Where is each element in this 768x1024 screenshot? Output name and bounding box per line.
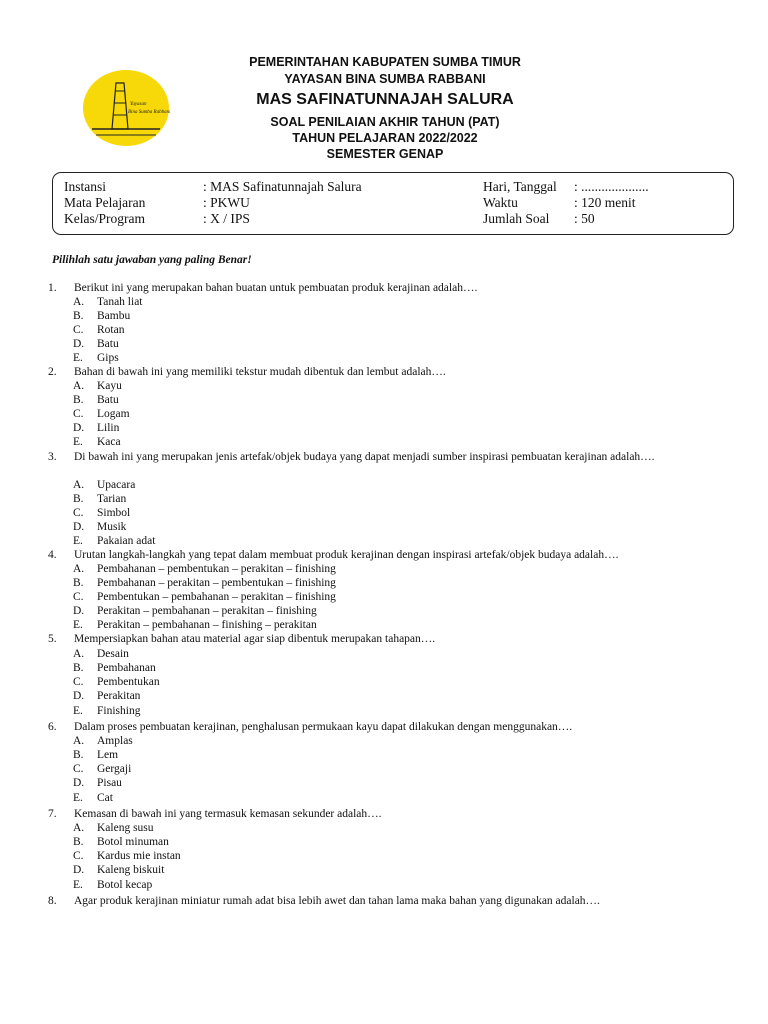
option-label: D. [73, 690, 85, 702]
option-label: D. [73, 777, 85, 789]
option-label: B. [73, 394, 84, 406]
exam-info-box [52, 172, 734, 235]
option-label: B. [73, 577, 84, 589]
option-label: E. [73, 792, 83, 804]
question-number: 5. [48, 633, 57, 645]
option-text: Kardus mie instan [97, 850, 181, 862]
option-label: E. [73, 705, 83, 717]
instansi-value: : MAS Safinatunnajah Salura [203, 179, 362, 194]
hari-label: Hari, Tanggal [483, 179, 557, 194]
option-label: A. [73, 380, 85, 392]
instruction: Pilihlah satu jawaban yang paling Benar! [52, 254, 252, 266]
option-label: B. [73, 662, 84, 674]
option-label: C. [73, 324, 84, 336]
mapel-value: : PKWU [203, 195, 250, 210]
option-text: Kaca [97, 436, 121, 448]
option-label: A. [73, 648, 85, 660]
question-text: Agar produk kerajinan miniatur rumah adat bisa lebih awet dan tahan lama maka bahan yang digunakan adalah…. [74, 895, 600, 907]
waktu-value: : 120 menit [574, 195, 636, 210]
option-label: A. [73, 563, 85, 575]
logo-text-line2: Bina Sumba Rabbani [128, 110, 170, 115]
question-text: Dalam proses pembuatan kerajinan, penghalusan permukaan kayu dapat dilakukan dengan menggunakan…. [74, 721, 573, 733]
option-label: C. [73, 591, 84, 603]
mapel-label: Mata Pelajaran [64, 195, 146, 210]
option-label: D. [73, 864, 85, 876]
option-label: E. [73, 436, 83, 448]
option-text: Desain [97, 648, 129, 660]
option-text: Gips [97, 352, 119, 364]
header-government: PEMERINTAHAN KABUPATEN SUMBA TIMUR [249, 55, 521, 69]
option-text: Rotan [97, 324, 125, 336]
option-text: Batu [97, 394, 119, 406]
option-text: Kayu [97, 380, 122, 392]
option-label: D. [73, 422, 85, 434]
logo-text-line1: Yayasan [130, 102, 147, 107]
option-text: Cat [97, 792, 113, 804]
option-label: D. [73, 605, 85, 617]
option-text: Pembahanan [97, 662, 156, 674]
header-semester: SEMESTER GENAP [326, 147, 444, 161]
kelas-value: : X / IPS [203, 211, 250, 226]
question-text: Di bawah ini yang merupakan jenis artefak/objek budaya yang dapat menjadi sumber inspirasi pembuatan kerajinan adalah…. [74, 451, 655, 463]
option-text: Pembentukan – pembahanan – perakitan – finishing [97, 591, 336, 603]
option-text: Musik [97, 521, 127, 533]
option-text: Tarian [97, 493, 127, 505]
header-exam-title: SOAL PENILAIAN AKHIR TAHUN (PAT) [270, 115, 500, 129]
question-text: Berikut ini yang merupakan bahan buatan untuk pembuatan produk kerajinan adalah…. [74, 282, 478, 294]
option-text: Botol minuman [97, 836, 169, 848]
option-text: Perakitan – pembahanan – perakitan – finishing [97, 605, 317, 617]
option-label: C. [73, 507, 84, 519]
header-school-name: MAS SAFINATUNNAJAH SALURA [256, 91, 514, 108]
option-label: C. [73, 676, 84, 688]
option-text: Perakitan [97, 690, 141, 702]
question-number: 8. [48, 895, 57, 907]
option-text: Batu [97, 338, 119, 350]
option-label: C. [73, 408, 84, 420]
waktu-label: Waktu [483, 195, 518, 210]
option-text: Bambu [97, 310, 131, 322]
question-number: 4. [48, 549, 57, 561]
option-text: Pembentukan [97, 676, 160, 688]
question-number: 1. [48, 282, 57, 294]
question-number: 6. [48, 721, 57, 733]
option-label: B. [73, 310, 84, 322]
option-label: B. [73, 836, 84, 848]
option-label: D. [73, 521, 85, 533]
option-label: A. [73, 822, 85, 834]
option-text: Pisau [97, 777, 122, 789]
option-label: B. [73, 493, 84, 505]
option-text: Upacara [97, 479, 136, 491]
question-text: Mempersiapkan bahan atau material agar siap dibentuk merupakan tahapan…. [74, 633, 436, 645]
option-text: Pembahanan – perakitan – pembentukan – finishing [97, 577, 336, 589]
option-text: Gergaji [97, 763, 132, 775]
option-text: Amplas [97, 735, 133, 747]
question-text: Urutan langkah-langkah yang tepat dalam membuat produk kerajinan dengan inspirasi artefak/objek budaya adalah…. [74, 549, 619, 561]
option-label: E. [73, 879, 83, 891]
school-logo [82, 69, 170, 147]
option-label: A. [73, 735, 85, 747]
jumlah-label: Jumlah Soal [483, 211, 550, 226]
option-text: Tanah liat [97, 296, 143, 308]
option-text: Pembahanan – pembentukan – perakitan – finishing [97, 563, 336, 575]
question-text: Kemasan di bawah ini yang termasuk kemasan sekunder adalah…. [74, 808, 382, 820]
header-foundation: YAYASAN BINA SUMBA RABBANI [284, 72, 486, 86]
option-text: Kaleng biskuit [97, 864, 165, 876]
option-label: E. [73, 619, 83, 631]
instansi-label: Instansi [64, 179, 106, 194]
option-label: E. [73, 535, 83, 547]
option-text: Pakaian adat [97, 535, 156, 547]
option-label: A. [73, 296, 85, 308]
option-text: Lilin [97, 422, 120, 434]
option-label: E. [73, 352, 83, 364]
option-label: A. [73, 479, 85, 491]
header-academic-year: TAHUN PELAJARAN 2022/2022 [292, 131, 478, 145]
option-text: Kaleng susu [97, 822, 154, 834]
option-label: B. [73, 749, 84, 761]
kelas-label: Kelas/Program [64, 211, 145, 226]
question-text: Bahan di bawah ini yang memiliki tekstur mudah dibentuk dan lembut adalah…. [74, 366, 446, 378]
question-number: 7. [48, 808, 57, 820]
hari-value: : .................... [574, 179, 649, 194]
option-text: Logam [97, 408, 130, 420]
option-text: Lem [97, 749, 119, 761]
option-text: Finishing [97, 705, 141, 717]
option-label: D. [73, 338, 85, 350]
option-text: Simbol [97, 507, 131, 519]
jumlah-value: : 50 [574, 211, 595, 226]
question-number: 2. [48, 366, 57, 378]
question-number: 3. [48, 451, 57, 463]
option-text: Botol kecap [97, 879, 153, 891]
option-label: C. [73, 763, 84, 775]
option-label: C. [73, 850, 84, 862]
option-text: Perakitan – pembahanan – finishing – perakitan [97, 619, 317, 631]
